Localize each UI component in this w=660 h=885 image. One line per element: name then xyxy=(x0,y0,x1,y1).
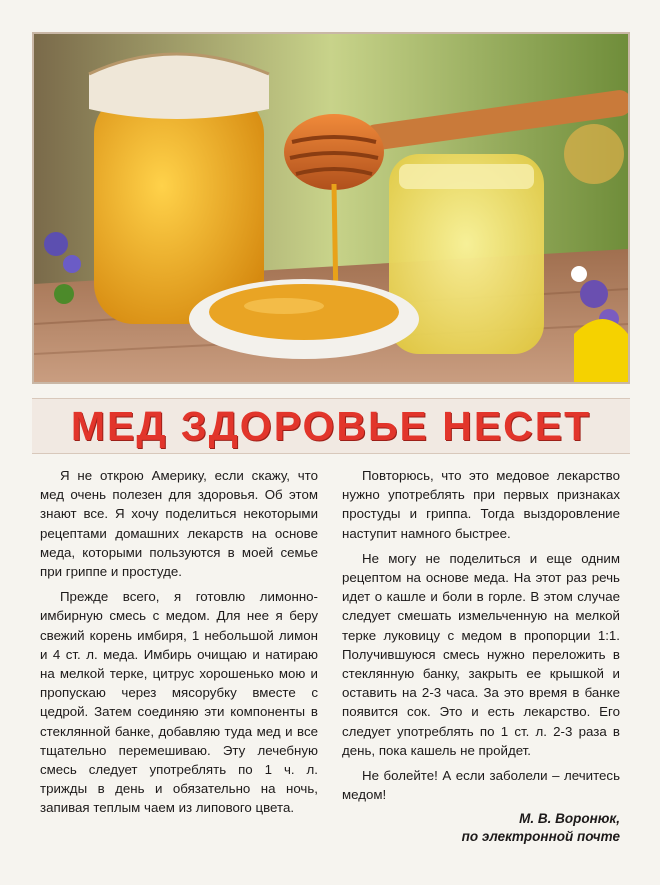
paragraph: Я не открою Америку, если скажу, что мед очень полезен для здоровья. Об этом знают все. Я хочу поделиться некоторыми рецептами домашних лекарств на основе меда, которыми пользуются в моей семье при гриппе и простуде. xyxy=(40,468,318,580)
headline-banner xyxy=(32,398,630,454)
honey-jars-dipper-photo-icon xyxy=(34,34,628,382)
paragraph: Прежде всего, я готовлю лимонно-имбирную смесь с медом. Для нее я беру свежий корень имбиря, 1 небольшой лимон и 4 ст. л. меда. Имбирь очищаю и натираю на мелкой терке, цитрус хорошенько мою и пропускаю через мясорубку вместе с цедрой. Затем соединяю эти компоненты в стеклянной банке, добавляю туда мед и все тщательно перемешиваю. Эту лечебную смесь следует употреблять по 1 ч. л. трижды в день и обязательно на ночь, запивая теплым чаем из липового цвета. xyxy=(40,589,318,816)
signature xyxy=(342,810,620,846)
article-right-column xyxy=(342,466,620,846)
paragraph: Повторюсь, что это медовое лекарство нужно употреблять при первых признаках простуды и гриппа. Тогда выздоровление наступит намного быстрее. xyxy=(342,468,620,541)
signature-source: по электронной почте xyxy=(461,829,620,845)
honey-photo xyxy=(32,32,630,384)
paragraph: Не могу не поделиться и еще одним рецептом на основе меда. На этот раз речь идет о кашле и боли в горле. В этом случае следует смешать измельченную на мелкой терке луковицу с медом в пропорции 1:1. Получившуюся смесь нужно переложить в стеклянную банку, закрыть ее крышкой и оставить на 2-3 часа. За это время в банке появится сок. Это и есть лекарство. Его следует употреблять по 1 ст. л. 2-3 раза в день, пока кашель не пройдет. xyxy=(342,550,620,758)
article-left-column xyxy=(40,466,318,824)
signature-author: М. В. Воронюк, xyxy=(519,811,620,827)
headline: МЕД ЗДОРОВЬЕ НЕСЕТ xyxy=(70,402,592,449)
paragraph: Не болейте! А если заболели – лечитесь медом! xyxy=(342,768,620,803)
